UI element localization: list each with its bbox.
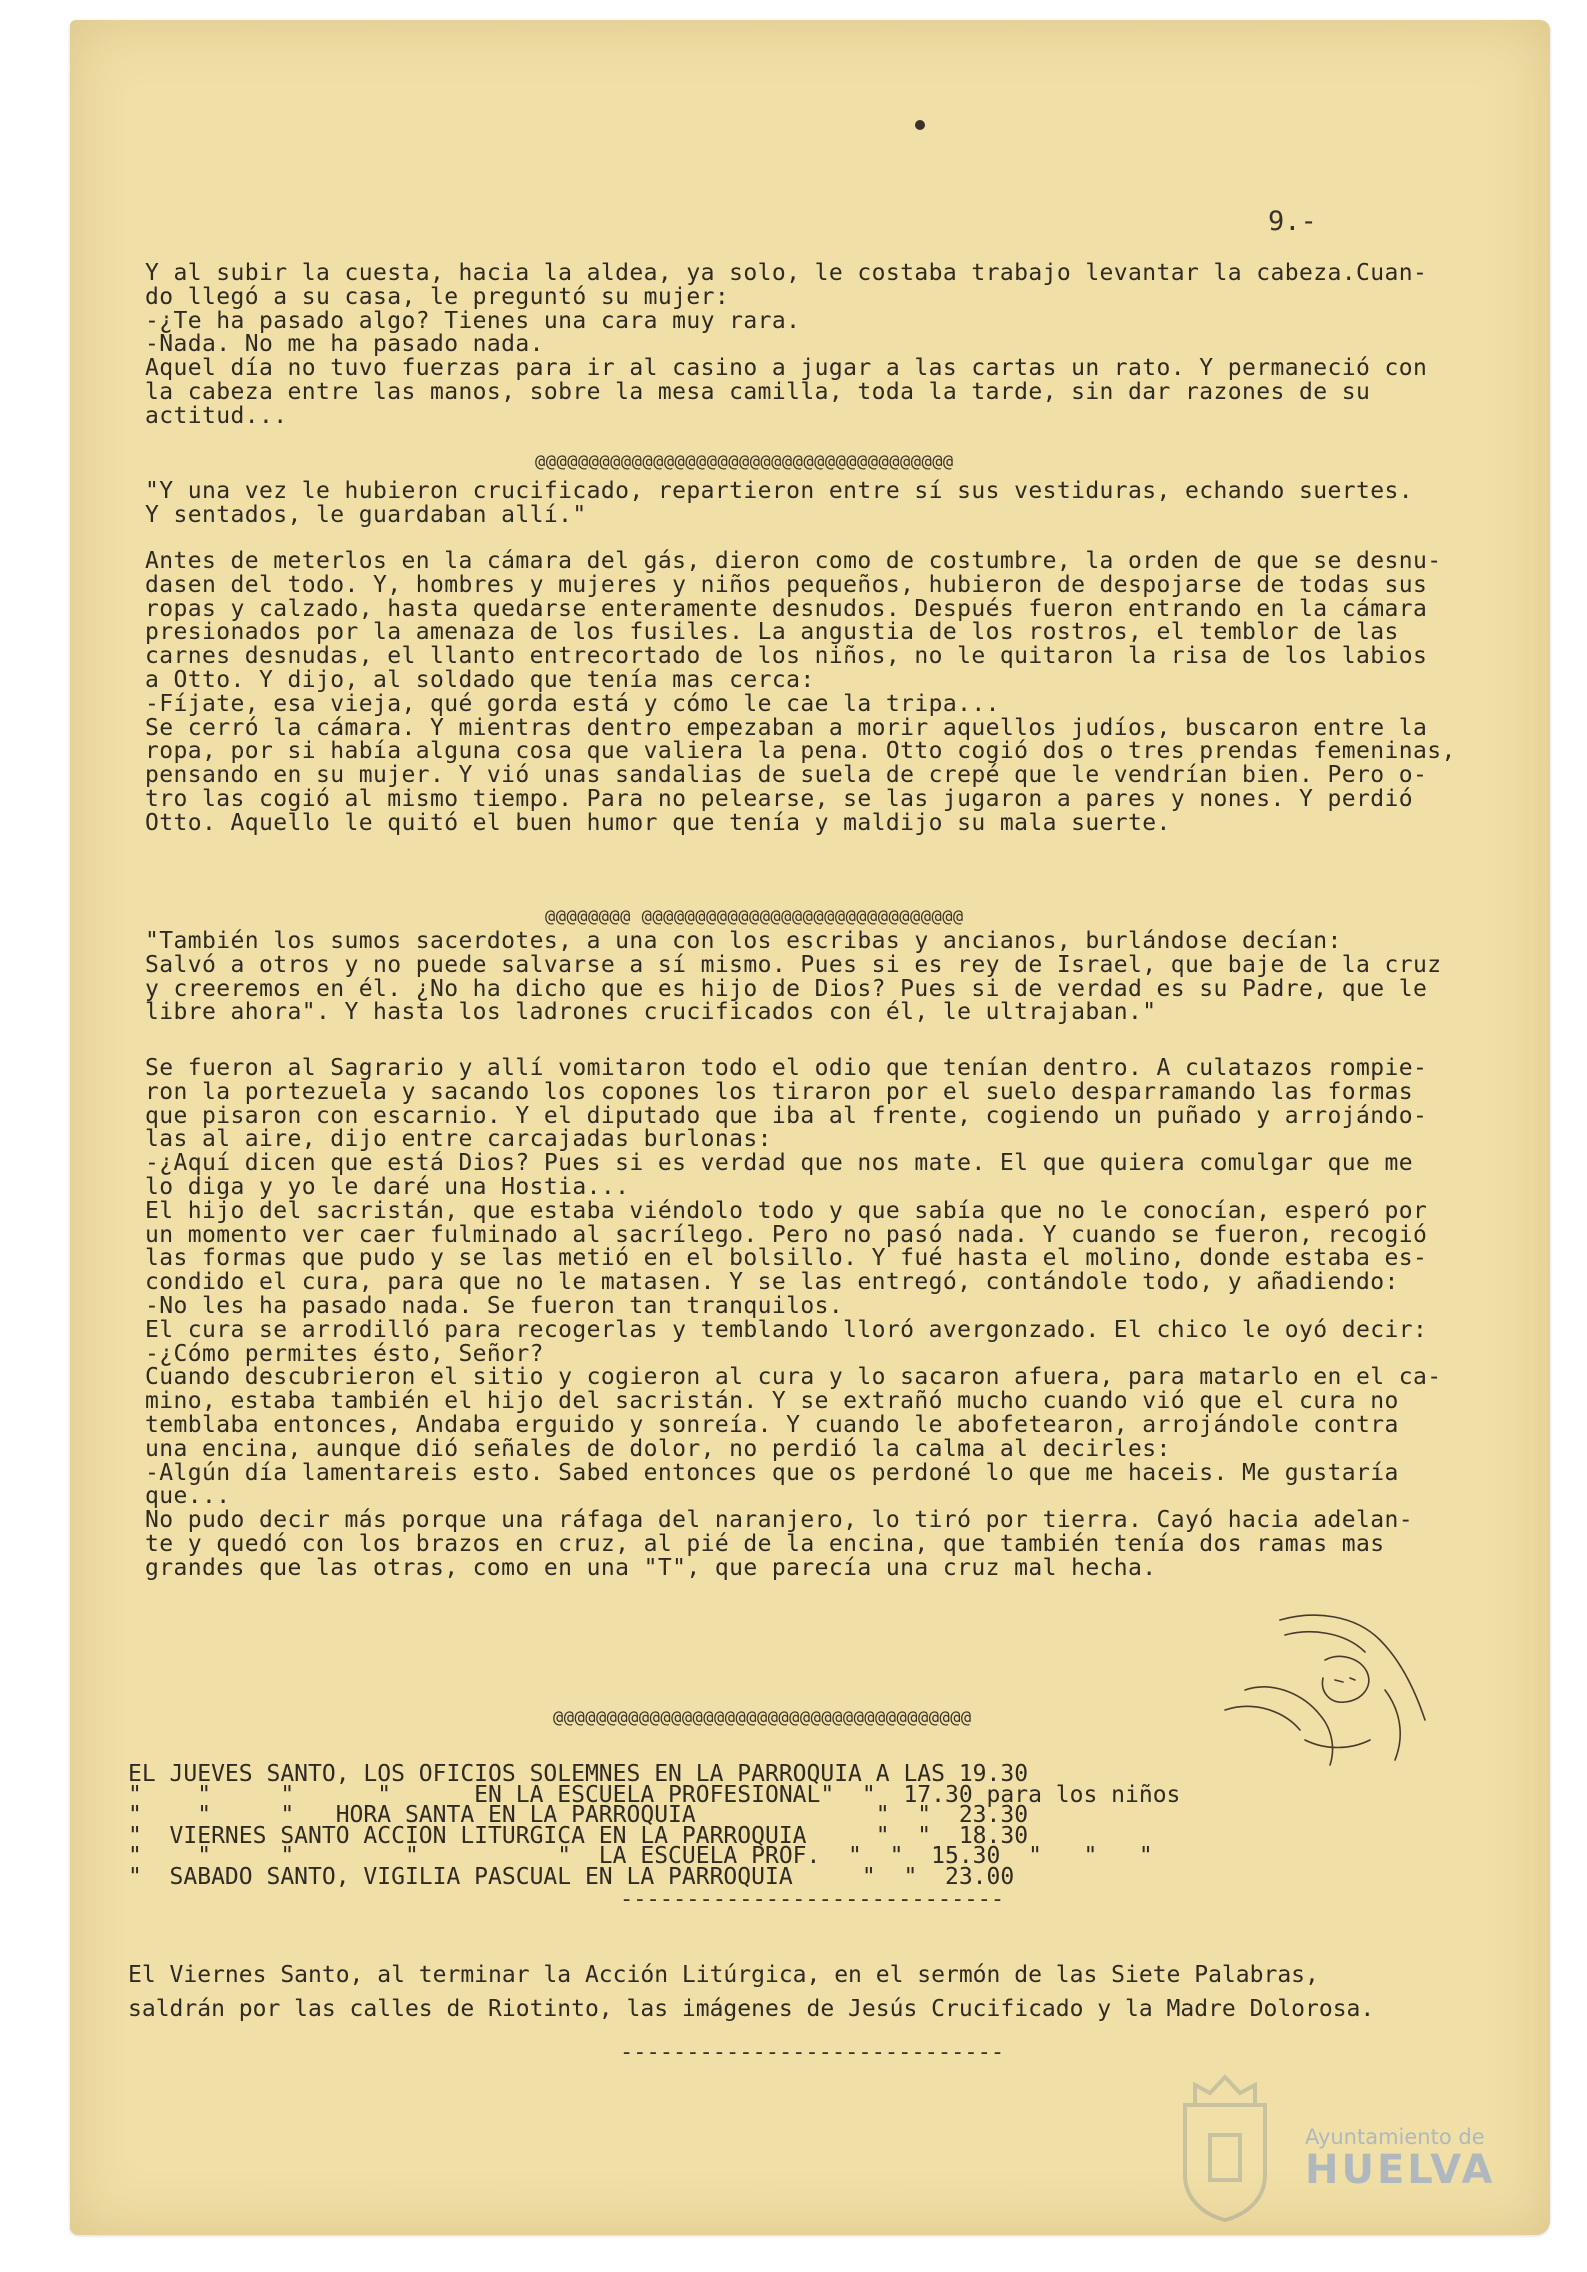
paragraph-3: Se fueron al Sagrario y allí vomitaron todo el odio que tenían dentro. A culatazos rompie- ron la portezuela y sacando los copones los tiraron por el suelo desparramando las formas que pisaron con escarnio. Y el diputado que iba al frente, cogiendo un puñado y arrojándo- las al aire, dijo entre carcajadas burlonas: -¿Aquí dicen que está Dios? Pues si es verdad que nos mate. El que quiera comulgar que me lo diga y yo le daré una Hostia... El hijo del sacristán, que estaba viéndolo todo y que sabía que no le conocían, esperó por un momento ver caer fulminado al sacrílego. Pero no pasó nada. Y cuando se fueron, recogió las formas que pudo y se las metió en el bolsillo. Y fué hasta el molino, donde estaba es- condido el cura, para que no le matasen. Y se las entregó, contándole todo, y añadiendo: -No les ha pasado nada. Se fueron tan tranquilos. El cura se arrodilló para recogerlas y temblando lloró avergonzado. El chico le oyó decir: -¿Cómo permites ésto, Señor? Cuando descubrieron el sitio y cogieron al cura y lo sacaron afuera, para matarlo en el ca- mino, estaba también el hijo del sacristán. Y se extrañó mucho cuando vió que el cura no temblaba entonces, Andaba erguido y sonreía. Y cuando le abofetearon, arrojándole contra una encina, aunque dió señales de dolor, no perdió la calma al decirles: -Algún día lamentareis esto. Sabed entonces que os perdoné lo que me haceis. Me gustaría que... No pudo decir más porque una ráfaga del naranjero, lo tiró por tierra. Cayó hacia adelan- te y quedó con los brazos en cruz, al pié de la encina, que también tenía dos ramas mas grandes que las otras, como en una "T", que parecía una cruz mal hecha. [145,1055,1442,1581]
paragraph-1: Y al subir la cuesta, hacia la aldea, ya solo, le costaba trabajo levantar la cabeza.Cuan- do llegó a su casa, le preguntó su mujer: -¿Te ha pasado algo? Tienes una cara muy rara. -Nada. No me ha pasado nada. Aquel día no tuvo fuerzas para ir al casino a jugar a las cartas un rato. Y permaneció con la cabeza entre las manos, sobre la mesa camilla, toda la tarde, sin dar razones de su actitud... [145,260,1428,429]
quote-2: "También los sumos sacerdotes, a una con los escribas y ancianos, burlándose decían: Salvó a otros y no puede salvarse a sí mismo. Pues si es rey de Israel, que baje de la cruz y creeremos en él. ¿No ha dicho que es hijo de Dios? Pues si de verdad es su Padre, que le libre ahora". Y hasta los ladrones crucificados con él, le ultrajaban." [145,928,1442,1026]
quote-1: "Y una vez le hubieron crucificado, repartieron entre sí sus vestiduras, echando suertes. Y sentados, le guardaban allí." [145,478,1413,528]
watermark-text [1305,2125,1495,2191]
ink-dot [915,120,925,130]
ornament-divider-3: @@@@@@@@@@@@@@@@@@@@@@@@@@@@@@@@@@@@@@@ [553,1708,972,1728]
paragraph-2: Antes de meterlos en la cámara del gás, dieron como de costumbre, la orden de que se desnu- dasen del todo. Y, hombres y mujeres y niños pequeños, hubieron de despojarse de todas sus ropas y calzado, hasta quedarse enteramente desnudos. Después fueron entrando en la cámara presionados por la amenaza de los fusiles. La angustia de los rostros, el temblor de las carnes desnudas, el llanto entrecortado de los niños, no le quitaron la risa de los labios a Otto. Y dijo, al soldado que tenía mas cerca: -Fíjate, esa vieja, qué gorda está y cómo le cae la tripa... Se cerró la cámara. Y mientras dentro empezaban a morir aquellos judíos, buscaron entre la ropa, por si había alguna cosa que valiera la pena. Otto cogió dos o tres prendas femeninas, pensando en su mujer. Y vió unas sandalias de suela de crepé que le vendrían bien. Pero o- tro las cogió al mismo tiempo. Para no pelearse, se las jugaron a pares y nones. Y perdió Otto. Aquello le quitó el buen humor que tenía y maldijo su mala suerte. [145,548,1456,836]
ornament-divider-1: @@@@@@@@@@@@@@@@@@@@@@@@@@@@@@@@@@@@@@@ [535,452,954,472]
page-number: 9.- [1268,206,1317,237]
separator-2: ----------------------------- [620,2040,1005,2065]
closing-paragraph: El Viernes Santo, al terminar la Acción Litúrgica, en el sermón de las Siete Palabras, saldrán por las calles de Riotinto, las imágenes de Jesús Crucificado y la Madre Dolorosa. [128,1962,1375,2022]
schedule-block: EL JUEVES SANTO, LOS OFICIOS SOLEMNES EN LA PARROQUIA A LAS 19.30 " " " " EN LA ESCUELA PROFESIONAL" " 17.30 para los niños " " " HORA SANTA EN LA PARROQUIA " " 23.30 " VIERNES SANTO ACCION LITURGICA EN LA PARROQUIA " " 18.30 " " " " " LA ESCUELA PROF. " " 15.30 " " " " SABADO SANTO, VIGILIA PASCUAL EN LA PARROQUIA " " 23.00 [128,1761,1181,1890]
ornament-divider-2: @@@@@@@@ @@@@@@@@@@@@@@@@@@@@@@@@@@@@@@ [545,907,964,927]
watermark-line1: Ayuntamiento de [1305,2125,1485,2149]
separator-1: ----------------------------- [620,1887,1005,1912]
watermark-line2: HUELVA [1305,2147,1496,2193]
huelva-crest-icon [1170,2065,1280,2225]
hand-drawn-sketch [1185,1600,1445,1770]
